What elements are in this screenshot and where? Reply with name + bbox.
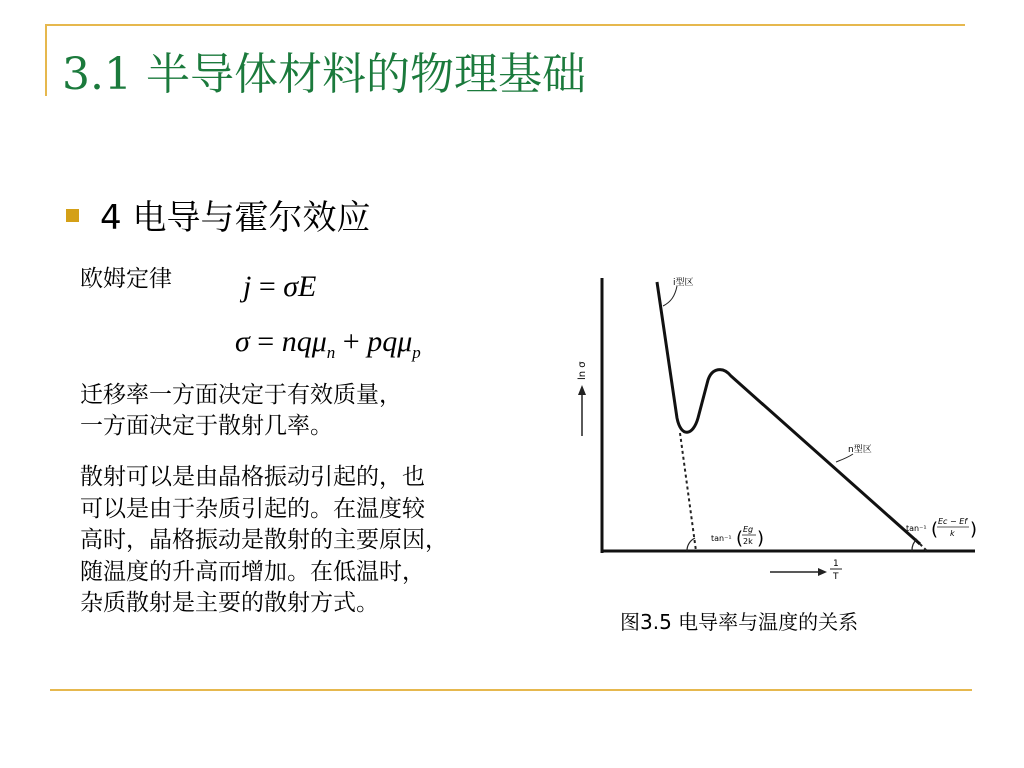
formula-cond-plus: + [335, 325, 368, 358]
n-region-pointer [836, 454, 853, 462]
tan1-paren-right: ) [757, 528, 765, 549]
tan2-paren-left: ( [931, 519, 939, 540]
paragraph-scattering-line: 随温度的升高而增加。在低温时， [80, 558, 425, 585]
conductivity-temperature-figure [565, 268, 985, 588]
top-rule [45, 24, 965, 26]
intrinsic-extrapolation [680, 433, 696, 551]
tan1-prefix: tan⁻¹ [711, 534, 732, 543]
formula-ohm-lhs: j [243, 270, 252, 303]
y-arrow-head-icon [578, 385, 586, 395]
paragraph-scattering-line: 杂质散射是主要的散射方式。 [80, 590, 379, 616]
formula-cond-term2: pqμ [367, 325, 413, 358]
tan1-paren-left: ( [736, 528, 744, 549]
tan2-num: Ec − Ef [938, 517, 968, 526]
formula-cond-eq: = [249, 325, 282, 358]
x-arrow-head-icon [818, 568, 827, 576]
left-rule [45, 24, 47, 96]
y-axis-label: ln σ [577, 361, 588, 380]
paragraph-scattering-line: 散射可以是由晶格振动引起的，也 [80, 464, 425, 490]
section-heading: 4 电导与霍尔效应 [100, 198, 371, 238]
tan-label-intrinsic [711, 525, 764, 549]
tan2-den: k [950, 529, 955, 538]
n-region-label: n型区 [848, 445, 872, 455]
formula-conductivity [235, 325, 421, 363]
tan1-den: 2k [743, 537, 753, 546]
formula-cond-lhs: σ [235, 325, 250, 358]
paragraph-mobility [80, 380, 402, 442]
tan-label-extrinsic [906, 517, 977, 540]
bullet-square-icon [66, 209, 79, 222]
x-axis-label-den: T [833, 572, 839, 582]
paragraph-scattering-line: 可以是由于杂质引起的。在温度较 [80, 495, 425, 522]
bottom-rule [50, 689, 972, 691]
formula-cond-term1: nqμ [281, 325, 327, 358]
paragraph-mobility-line: 迁移率一方面决定于有效质量， [80, 382, 402, 408]
paragraph-scattering-line: 高时，晶格振动是散射的主要原因， [80, 527, 448, 553]
formula-cond-sub1: n [326, 343, 336, 362]
ohm-law-label: 欧姆定律 [80, 266, 172, 292]
i-region-pointer [663, 286, 677, 306]
formula-ohm-rhs: σE [283, 270, 317, 303]
x-axis-label-num: 1 [833, 559, 839, 569]
tan2-paren-right: ) [970, 519, 978, 540]
tan2-prefix: tan⁻¹ [906, 524, 927, 533]
paragraph-mobility-line: 一方面决定于散射几率。 [80, 413, 333, 439]
formula-cond-sub2: p [412, 343, 421, 362]
formula-ohm-eq: = [251, 270, 284, 303]
paragraph-scattering [80, 462, 448, 620]
page-title: 3.1 半导体材料的物理基础 [62, 49, 586, 100]
angle-arc-intrinsic [687, 538, 695, 551]
i-region-label: i型区 [673, 278, 694, 288]
tan1-num: Eg [743, 525, 754, 534]
figure-caption: 图3.5 电导率与温度的关系 [620, 610, 859, 634]
formula-ohm [243, 270, 316, 304]
conductivity-curve [657, 282, 920, 544]
